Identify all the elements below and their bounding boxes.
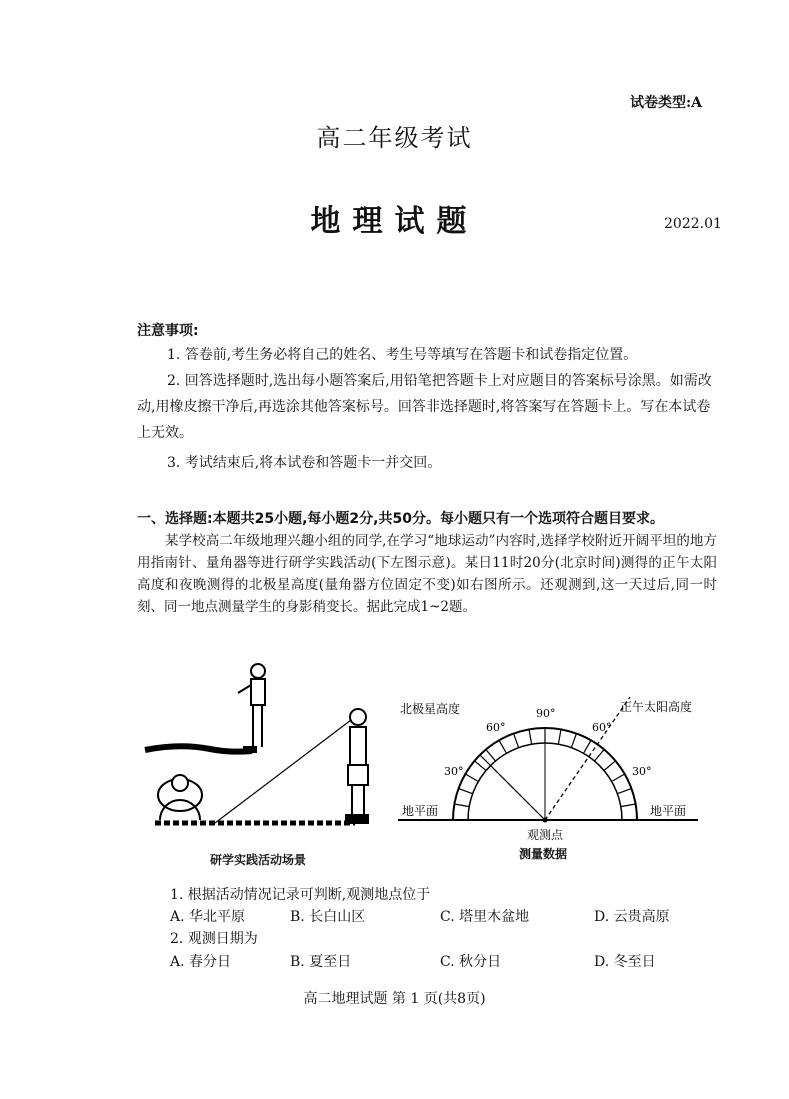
grade-title: 高二年级考试 (316, 124, 473, 152)
protractor-tick (617, 789, 631, 794)
protractor-tick (612, 774, 625, 782)
question-1-option-d: D. 云贵高原 (594, 909, 670, 925)
question-2-option-a: A. 春分日 (170, 954, 232, 970)
sight-line (215, 717, 355, 823)
deg30-left-label: 30° (444, 765, 464, 778)
polaris-line (480, 755, 545, 820)
deg30-right-label: 30° (632, 765, 652, 778)
observation-point-label: 观测点 (527, 828, 564, 842)
horizon-left-label: 地平面 (402, 804, 439, 818)
page-footer: 高二地理试题 第 1 页(共8页) (303, 991, 486, 1007)
protractor-tick (604, 761, 615, 771)
right-figure-caption: 测量数据 (519, 847, 568, 861)
question-1-option-b: B. 长白山区 (290, 909, 366, 925)
question-2-option-d: D. 冬至日 (594, 954, 656, 970)
protractor-figure (398, 695, 708, 830)
notice-heading: 注意事项: (137, 323, 199, 339)
standing-student-right (346, 709, 368, 823)
section-intro: 某学校高二年级地理兴趣小组的同学,在学习“地球运动”内容时,选择学校附近开阔平坦的地方用指南针、量角器等进行研学实践活动(下左图示意)。某日11时20分(北京时间)测得的正午太阳高度和夜晚测得的北极星高度(量角器方位固定不变)如右图所示。还观测到,这一天过后,同一时刻、同一地点测量学生的身影稍变长。据此完成1~2题。 (137, 533, 717, 615)
noon-sun-line (545, 697, 630, 820)
question-1-stem: 1. 根据活动情况记录可判断,观测地点位于 (170, 887, 431, 903)
protractor-drawing (398, 695, 708, 830)
protractor-tick (621, 804, 636, 807)
protractor-tick (558, 729, 561, 744)
section-heading: 一、选择题:本题共25小题,每小题2分,共50分。每小题只有一个选项符合题目要求。 (137, 511, 664, 527)
notice-item-1: 1. 答卷前,考生务必将自己的姓名、考生号等填写在答题卡和试卷指定位置。 (167, 347, 638, 363)
protractor-tick (529, 729, 532, 744)
notice-item-2: 2. 回答选择题时,选出每小题答案后,用铅笔把答题卡上对应题目的答案标号涂黑。如需改动,用橡皮擦干净后,再选涂其他答案标号。回答非选择题时,将答案写在答题卡上。写在本试卷上无效。 (137, 373, 712, 441)
polaris-label: 北极星高度 (400, 702, 461, 716)
subject-title: 地理试题 (310, 204, 479, 239)
deg60-right-label: 60° (592, 721, 612, 734)
crouching-student (158, 775, 202, 820)
notice-item-3: 3. 考试结束后,将本试卷和答题卡一并交回。 (167, 455, 442, 471)
protractor-tick (571, 734, 576, 748)
protractor-tick (459, 789, 473, 794)
protractor-tick (454, 804, 469, 807)
observation-point-dot (543, 818, 548, 823)
protractor-tick (475, 761, 486, 771)
exam-type: 试卷类型:A (630, 95, 703, 111)
standing-student-top (238, 664, 265, 752)
noon-sun-label: 正午太阳高度 (620, 700, 693, 714)
deg60-left-label: 60° (486, 721, 506, 734)
protractor-tick (514, 734, 519, 748)
horizon-right-label: 地平面 (650, 804, 687, 818)
question-1-option-a: A. 华北平原 (170, 909, 246, 925)
activity-scene-figure (140, 655, 380, 845)
question-2-option-c: C. 秋分日 (440, 954, 502, 970)
protractor-tick (465, 774, 478, 782)
activity-scene-drawing (140, 655, 380, 845)
question-2-option-b: B. 夏至日 (290, 954, 352, 970)
protractor-tick (594, 750, 604, 761)
left-figure-caption: 研学实践活动场景 (210, 853, 307, 867)
question-2-stem: 2. 观测日期为 (170, 931, 258, 947)
protractor-tick (486, 750, 496, 761)
deg90-label: 90° (536, 707, 556, 720)
exam-date: 2022.01 (664, 216, 722, 232)
protractor-tick (499, 740, 507, 753)
protractor-tick (584, 740, 592, 753)
student-shadow (145, 746, 252, 751)
question-1-option-c: C. 塔里木盆地 (440, 909, 530, 925)
